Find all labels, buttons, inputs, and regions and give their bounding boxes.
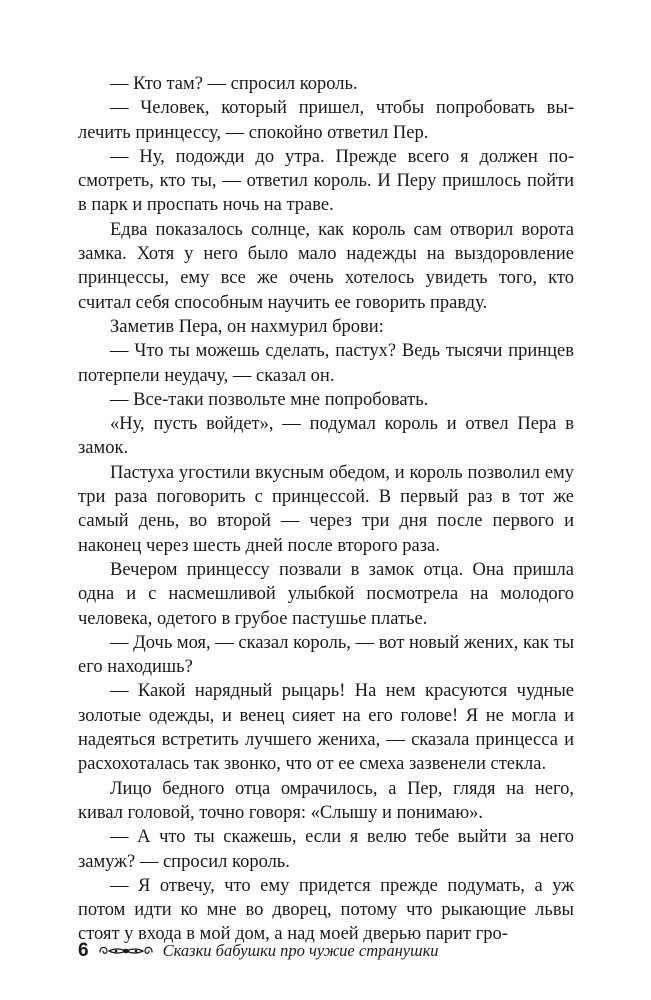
page-body <box>78 72 574 945</box>
paragraph: — А что ты скажешь, если я велю тебе выйти за него замуж? — спросил король. <box>78 827 574 872</box>
paragraph: — Кто там? — спросил король. <box>110 74 358 94</box>
page-number: 6 <box>78 940 89 961</box>
paragraph: Заметив Пера, он нахмурил брови: <box>110 316 384 337</box>
paragraph: Лицо бедного отца омрачилось, а Пер, глядя на него, кивал головой, точно говоря: «Слышу и понимаю». <box>78 778 574 823</box>
paragraph: — Ну, подожди до утра. Прежде всего я должен посмотреть, кто ты, — ответил король. И Перу пришлось пойти в парк и проспать ночь на траве. <box>78 146 574 216</box>
paragraph: — Какой нарядный рыцарь! На нем красуются чудные золотые одежды, и венец сияет на его голове! Я не могла и надеяться встретить лучшего жениха, — сказала принцесса и расхохоталась так звонко, что от ее смеха зазвенели стекла. <box>78 681 574 775</box>
paragraph: — Человек, который пришел, чтобы попробовать вылечить принцессу, — спокойно ответил Пер. <box>78 98 574 143</box>
paragraph: Пастуха угостили вкусным обедом, и король позволил ему три раза поговорить с принцессой. В первый раз в тот же самый день, во второй — через три дня после первого и наконец через шесть дней после второго раза. <box>78 462 574 556</box>
scroll-ornament-icon <box>97 942 155 960</box>
running-title: Сказки бабушки про чужие странушки <box>162 941 439 960</box>
paragraph: — Что ты можешь сделать, пастух? Ведь тысячи принцев потерпели неудачу, — сказал он. <box>78 341 574 386</box>
page-footer <box>78 938 574 964</box>
paragraph: — Все-таки позвольте мне попробовать. <box>110 389 429 410</box>
paragraph: Едва показалось солнце, как король сам отворил ворота замка. Хотя у него было мало надежды на выздоровление принцессы, ему все же очень хотелось увидеть того, кто считал себя способным научить ее говорить правду. <box>78 219 574 313</box>
paragraph: Вечером принцессу позвали в замок отца. Она пришла одна и с насмешливой улыбкой посмотрела на молодого человека, одетого в грубое пастушье платье. <box>78 559 574 629</box>
paragraph: — Дочь моя, — сказал король, — вот новый жених, как ты его находишь? <box>78 632 574 678</box>
paragraph: «Ну, пусть войдет», — подумал король и отвел Пера в замок. <box>78 414 574 459</box>
paragraph: — Я отвечу, что ему придется прежде подумать, а уж потом идти ко мне во дворец, потому что рыкающие львы стоят у входа в мой дом, а над моей дверью парит гро- <box>78 875 574 945</box>
